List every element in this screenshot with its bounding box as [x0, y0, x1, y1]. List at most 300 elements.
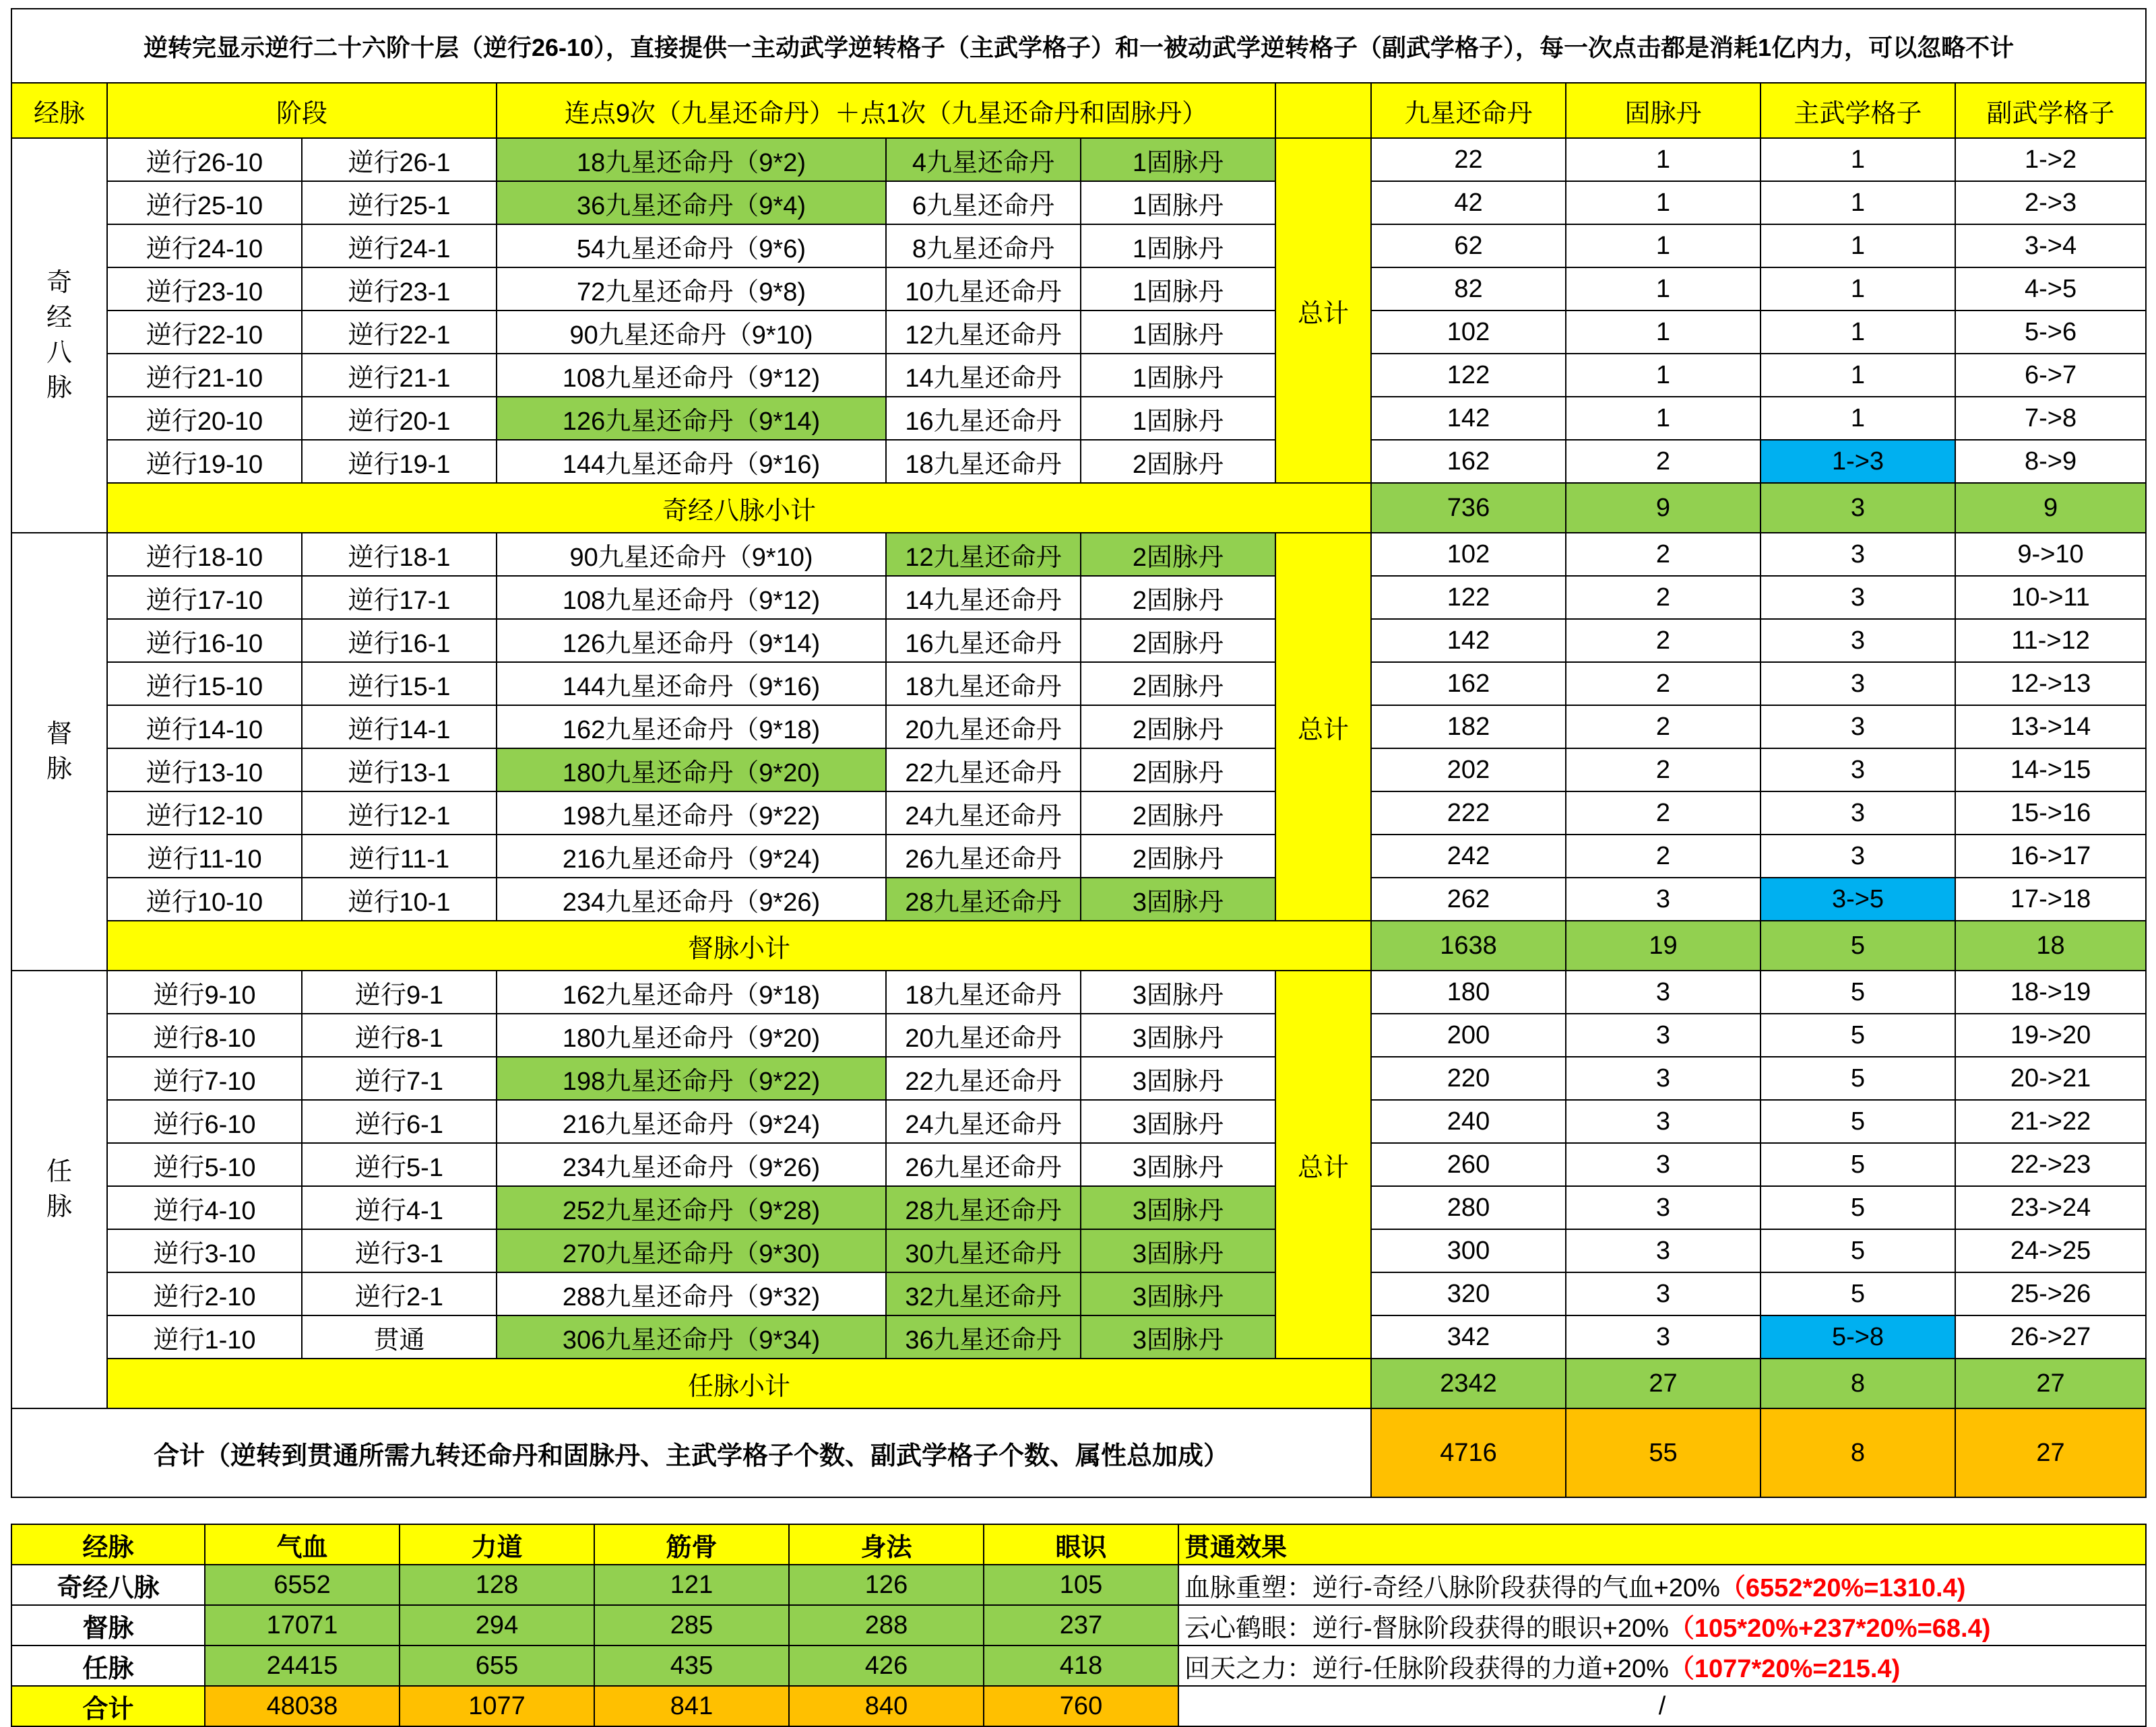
- cell-c: 270九星还命丹（9*30): [497, 1229, 886, 1272]
- cell-g: 1: [1566, 138, 1761, 181]
- table-row: [11, 397, 2146, 440]
- cell-d: 8九星还命丹: [886, 224, 1081, 267]
- cell-i: 21->22: [1955, 1100, 2146, 1143]
- effect-text: 血脉重塑：逆行-奇经八脉阶段获得的气血+20%: [1184, 1573, 1720, 1602]
- subtotal-main_slot: 5: [1761, 921, 1955, 971]
- cell-c: 54九星还命丹（9*6): [497, 224, 886, 267]
- subtotal-pillgu: 19: [1566, 921, 1761, 971]
- cell-h: 3: [1761, 748, 1955, 791]
- cell-h: 1->3: [1761, 440, 1955, 483]
- bonus-total-value: 841: [594, 1686, 789, 1726]
- table-row: [11, 791, 2146, 835]
- cell-d: 24九星还命丹: [886, 791, 1081, 835]
- bonus-header: 筋骨: [594, 1524, 789, 1565]
- cell-f: 162: [1371, 662, 1566, 705]
- cell-f: 162: [1371, 440, 1566, 483]
- cell-f: 200: [1371, 1014, 1566, 1057]
- cell-i: 10->11: [1955, 576, 2146, 619]
- cell-g: 2: [1566, 576, 1761, 619]
- cell-h: 3: [1761, 705, 1955, 748]
- cell-c: 36九星还命丹（9*4): [497, 181, 886, 224]
- cell-a: 逆行3-10: [107, 1229, 302, 1272]
- cell-i: 12->13: [1955, 662, 2146, 705]
- cell-b: 逆行17-1: [302, 576, 497, 619]
- cell-i: 24->25: [1955, 1229, 2146, 1272]
- cell-h: 1: [1761, 354, 1955, 397]
- cell-i: 16->17: [1955, 835, 2146, 878]
- cell-c: 108九星还命丹（9*12): [497, 576, 886, 619]
- cell-b: 逆行20-1: [302, 397, 497, 440]
- cell-e: 3固脉丹: [1081, 1272, 1275, 1315]
- cell-e: 1固脉丹: [1081, 138, 1275, 181]
- table-row: [11, 878, 2146, 921]
- cell-e: 3固脉丹: [1081, 1229, 1275, 1272]
- cell-g: 3: [1566, 1186, 1761, 1229]
- cell-e: 3固脉丹: [1081, 1315, 1275, 1359]
- cell-g: 2: [1566, 619, 1761, 662]
- cell-i: 14->15: [1955, 748, 2146, 791]
- cell-i: 6->7: [1955, 354, 2146, 397]
- cell-g: 2: [1566, 662, 1761, 705]
- reversal-table: [11, 8, 2147, 1498]
- bonus-total-label: 合计: [11, 1686, 205, 1726]
- subtotal-pill9: 736: [1371, 483, 1566, 533]
- cell-c: 180九星还命丹（9*20): [497, 748, 886, 791]
- cell-b: 逆行11-1: [302, 835, 497, 878]
- cell-e: 1固脉丹: [1081, 397, 1275, 440]
- bonus-header: 身法: [789, 1524, 984, 1565]
- cell-c: 162九星还命丹（9*18): [497, 705, 886, 748]
- bonus-total-value: 760: [984, 1686, 1178, 1726]
- bonus-meridian: 奇经八脉: [11, 1565, 205, 1605]
- cell-g: 2: [1566, 791, 1761, 835]
- cell-g: 2: [1566, 440, 1761, 483]
- sum-label: 总计: [1275, 138, 1371, 483]
- cell-a: 逆行2-10: [107, 1272, 302, 1315]
- cell-b: 逆行18-1: [302, 533, 497, 576]
- cell-c: 126九星还命丹（9*14): [497, 397, 886, 440]
- cell-e: 2固脉丹: [1081, 705, 1275, 748]
- subtotal-label: 任脉小计: [107, 1359, 1371, 1408]
- cell-i: 8->9: [1955, 440, 2146, 483]
- cell-c: 216九星还命丹（9*24): [497, 835, 886, 878]
- cell-h: 5->8: [1761, 1315, 1955, 1359]
- cell-f: 202: [1371, 748, 1566, 791]
- bonus-value: 294: [400, 1605, 594, 1645]
- cell-c: 180九星还命丹（9*20): [497, 1014, 886, 1057]
- cell-h: 1: [1761, 138, 1955, 181]
- cell-b: 逆行13-1: [302, 748, 497, 791]
- cell-d: 10九星还命丹: [886, 267, 1081, 311]
- cell-b: 逆行3-1: [302, 1229, 497, 1272]
- cell-b: 逆行19-1: [302, 440, 497, 483]
- cell-a: 逆行23-10: [107, 267, 302, 311]
- cell-c: 306九星还命丹（9*34): [497, 1315, 886, 1359]
- table-row: [11, 1057, 2146, 1100]
- effect-calc: （105*20%+237*20%=68.4): [1668, 1614, 1991, 1643]
- cell-d: 20九星还命丹: [886, 1014, 1081, 1057]
- cell-g: 3: [1566, 1057, 1761, 1100]
- bonus-meridian: 任脉: [11, 1645, 205, 1686]
- cell-d: 18九星还命丹: [886, 971, 1081, 1014]
- bonus-value: 128: [400, 1565, 594, 1605]
- cell-h: 5: [1761, 1014, 1955, 1057]
- cell-e: 3固脉丹: [1081, 1100, 1275, 1143]
- table-row: [11, 1186, 2146, 1229]
- header-sum-blank: [1275, 83, 1371, 138]
- cell-i: 1->2: [1955, 138, 2146, 181]
- cell-a: 逆行25-10: [107, 181, 302, 224]
- subtotal-pillgu: 27: [1566, 1359, 1761, 1408]
- cell-b: 逆行8-1: [302, 1014, 497, 1057]
- total-pillgu: 55: [1566, 1408, 1761, 1497]
- cell-c: 72九星还命丹（9*8): [497, 267, 886, 311]
- cell-g: 2: [1566, 705, 1761, 748]
- bonus-total-value: 840: [789, 1686, 984, 1726]
- cell-e: 1固脉丹: [1081, 224, 1275, 267]
- cell-a: 逆行4-10: [107, 1186, 302, 1229]
- cell-g: 2: [1566, 835, 1761, 878]
- cell-c: 216九星还命丹（9*24): [497, 1100, 886, 1143]
- cell-a: 逆行13-10: [107, 748, 302, 791]
- bonus-total-row: [11, 1686, 2146, 1726]
- meridian-name: [11, 533, 107, 971]
- table-row: [11, 835, 2146, 878]
- table-row: [11, 533, 2146, 576]
- table-row: [11, 224, 2146, 267]
- subtotal-row: [11, 483, 2146, 533]
- bonus-total-effect: /: [1178, 1686, 2146, 1726]
- cell-e: 3固脉丹: [1081, 1014, 1275, 1057]
- cell-g: 3: [1566, 878, 1761, 921]
- cell-f: 122: [1371, 354, 1566, 397]
- cell-e: 2固脉丹: [1081, 791, 1275, 835]
- cell-d: 22九星还命丹: [886, 1057, 1081, 1100]
- total-main_slot: 8: [1761, 1408, 1955, 1497]
- cell-d: 22九星还命丹: [886, 748, 1081, 791]
- cell-i: 22->23: [1955, 1143, 2146, 1186]
- total-row: [11, 1408, 2146, 1497]
- cell-i: 13->14: [1955, 705, 2146, 748]
- table-row: [11, 748, 2146, 791]
- cell-b: 逆行4-1: [302, 1186, 497, 1229]
- cell-c: 144九星还命丹（9*16): [497, 662, 886, 705]
- subtotal-pill9: 2342: [1371, 1359, 1566, 1408]
- cell-f: 242: [1371, 835, 1566, 878]
- cell-c: 288九星还命丹（9*32): [497, 1272, 886, 1315]
- cell-a: 逆行1-10: [107, 1315, 302, 1359]
- cell-a: 逆行9-10: [107, 971, 302, 1014]
- cell-f: 102: [1371, 311, 1566, 354]
- effect-text: 回天之力：逆行-任脉阶段获得的力道+20%: [1184, 1654, 1669, 1683]
- bonus-value: 418: [984, 1645, 1178, 1686]
- cell-d: 18九星还命丹: [886, 440, 1081, 483]
- table-row: [11, 1272, 2146, 1315]
- cell-c: 234九星还命丹（9*26): [497, 878, 886, 921]
- table-row: [11, 705, 2146, 748]
- cell-b: 逆行7-1: [302, 1057, 497, 1100]
- header-sub-slot: 副武学格子: [1955, 83, 2146, 138]
- cell-h: 1: [1761, 311, 1955, 354]
- bonus-total-value: 1077: [400, 1686, 594, 1726]
- cell-d: 28九星还命丹: [886, 878, 1081, 921]
- bonus-effect: [1178, 1645, 2146, 1686]
- cell-a: 逆行6-10: [107, 1100, 302, 1143]
- bonus-value: 105: [984, 1565, 1178, 1605]
- cell-b: 逆行6-1: [302, 1100, 497, 1143]
- cell-d: 36九星还命丹: [886, 1315, 1081, 1359]
- page-title: 逆转完显示逆行二十六阶十层（逆行26-10），直接提供一主动武学逆转格子（主武学格子）和一被动武学逆转格子（副武学格子），每一次点击都是消耗1亿内力，可以忽略不计: [11, 9, 2146, 83]
- cell-h: 5: [1761, 1143, 1955, 1186]
- cell-c: 126九星还命丹（9*14): [497, 619, 886, 662]
- header-clicks: 连点9次（九星还命丹）＋点1次（九星还命丹和固脉丹）: [497, 83, 1275, 138]
- cell-b: 逆行12-1: [302, 791, 497, 835]
- cell-d: 32九星还命丹: [886, 1272, 1081, 1315]
- bonus-header: 眼识: [984, 1524, 1178, 1565]
- cell-g: 3: [1566, 1143, 1761, 1186]
- cell-a: 逆行11-10: [107, 835, 302, 878]
- header-pill9: 九星还命丹: [1371, 83, 1566, 138]
- cell-a: 逆行18-10: [107, 533, 302, 576]
- total-pill9: 4716: [1371, 1408, 1566, 1497]
- cell-a: 逆行15-10: [107, 662, 302, 705]
- cell-g: 3: [1566, 971, 1761, 1014]
- bonus-header: 经脉: [11, 1524, 205, 1565]
- cell-f: 122: [1371, 576, 1566, 619]
- bonus-value: 655: [400, 1645, 594, 1686]
- cell-d: 28九星还命丹: [886, 1186, 1081, 1229]
- cell-d: 30九星还命丹: [886, 1229, 1081, 1272]
- cell-b: 逆行16-1: [302, 619, 497, 662]
- cell-a: 逆行10-10: [107, 878, 302, 921]
- cell-g: 3: [1566, 1229, 1761, 1272]
- meridian-name: [11, 971, 107, 1408]
- cell-e: 2固脉丹: [1081, 835, 1275, 878]
- cell-b: 逆行9-1: [302, 971, 497, 1014]
- cell-f: 320: [1371, 1272, 1566, 1315]
- cell-d: 16九星还命丹: [886, 397, 1081, 440]
- bonus-value: 285: [594, 1605, 789, 1645]
- sum-label: 总计: [1275, 533, 1371, 921]
- cell-i: 17->18: [1955, 878, 2146, 921]
- bonus-meridian: 督脉: [11, 1605, 205, 1645]
- cell-d: 6九星还命丹: [886, 181, 1081, 224]
- cell-b: 逆行23-1: [302, 267, 497, 311]
- header-main-slot: 主武学格子: [1761, 83, 1955, 138]
- subtotal-pillgu: 9: [1566, 483, 1761, 533]
- subtotal-sub_slot: 9: [1955, 483, 2146, 533]
- cell-c: 18九星还命丹（9*2): [497, 138, 886, 181]
- cell-c: 90九星还命丹（9*10): [497, 311, 886, 354]
- cell-b: 逆行5-1: [302, 1143, 497, 1186]
- total-label: 合计（逆转到贯通所需九转还命丹和固脉丹、主武学格子个数、副武学格子个数、属性总加成）: [11, 1408, 1371, 1497]
- cell-f: 280: [1371, 1186, 1566, 1229]
- cell-h: 3: [1761, 576, 1955, 619]
- header-pillgu: 固脉丹: [1566, 83, 1761, 138]
- cell-a: 逆行7-10: [107, 1057, 302, 1100]
- cell-a: 逆行5-10: [107, 1143, 302, 1186]
- cell-i: 4->5: [1955, 267, 2146, 311]
- bonus-header-row: [11, 1524, 2146, 1565]
- meridian-label: 督脉: [46, 720, 73, 783]
- cell-g: 3: [1566, 1272, 1761, 1315]
- cell-h: 5: [1761, 1057, 1955, 1100]
- cell-f: 180: [1371, 971, 1566, 1014]
- cell-g: 3: [1566, 1014, 1761, 1057]
- cell-b: 逆行15-1: [302, 662, 497, 705]
- cell-g: 1: [1566, 181, 1761, 224]
- bonus-effect: [1178, 1605, 2146, 1645]
- bonus-table: [11, 1524, 2147, 1727]
- table-row: [11, 138, 2146, 181]
- cell-e: 3固脉丹: [1081, 878, 1275, 921]
- cell-c: 108九星还命丹（9*12): [497, 354, 886, 397]
- table-row: [11, 619, 2146, 662]
- cell-f: 22: [1371, 138, 1566, 181]
- cell-a: 逆行26-10: [107, 138, 302, 181]
- bonus-header: 贯通效果: [1178, 1524, 2146, 1565]
- sum-label: 总计: [1275, 971, 1371, 1359]
- table-row: [11, 1229, 2146, 1272]
- table-row: [11, 662, 2146, 705]
- cell-g: 3: [1566, 1315, 1761, 1359]
- bonus-header: 力道: [400, 1524, 594, 1565]
- meridian-label: 任脉: [46, 1158, 73, 1221]
- effect-text: 云心鹤眼：逆行-督脉阶段获得的眼识+20%: [1184, 1614, 1669, 1643]
- cell-c: 198九星还命丹（9*22): [497, 1057, 886, 1100]
- bonus-effect: [1178, 1565, 2146, 1605]
- cell-f: 300: [1371, 1229, 1566, 1272]
- cell-i: 2->3: [1955, 181, 2146, 224]
- cell-c: 198九星还命丹（9*22): [497, 791, 886, 835]
- cell-f: 62: [1371, 224, 1566, 267]
- cell-d: 16九星还命丹: [886, 619, 1081, 662]
- cell-d: 14九星还命丹: [886, 576, 1081, 619]
- cell-h: 5: [1761, 1100, 1955, 1143]
- cell-h: 1: [1761, 397, 1955, 440]
- cell-g: 1: [1566, 224, 1761, 267]
- cell-d: 20九星还命丹: [886, 705, 1081, 748]
- cell-b: 逆行10-1: [302, 878, 497, 921]
- subtotal-row: [11, 1359, 2146, 1408]
- cell-h: 3: [1761, 791, 1955, 835]
- cell-i: 9->10: [1955, 533, 2146, 576]
- bonus-value: 6552: [205, 1565, 400, 1605]
- cell-f: 260: [1371, 1143, 1566, 1186]
- meridian-label: 奇经八脉: [46, 269, 73, 402]
- cell-i: 23->24: [1955, 1186, 2146, 1229]
- table-row: [11, 267, 2146, 311]
- table-row: [11, 181, 2146, 224]
- cell-i: 25->26: [1955, 1272, 2146, 1315]
- table-row: [11, 1014, 2146, 1057]
- subtotal-sub_slot: 18: [1955, 921, 2146, 971]
- cell-a: 逆行20-10: [107, 397, 302, 440]
- cell-h: 3: [1761, 835, 1955, 878]
- cell-d: 4九星还命丹: [886, 138, 1081, 181]
- subtotal-row: [11, 921, 2146, 971]
- cell-c: 252九星还命丹（9*28): [497, 1186, 886, 1229]
- cell-a: 逆行12-10: [107, 791, 302, 835]
- bonus-value: 435: [594, 1645, 789, 1686]
- cell-d: 26九星还命丹: [886, 835, 1081, 878]
- cell-b: 逆行21-1: [302, 354, 497, 397]
- cell-i: 20->21: [1955, 1057, 2146, 1100]
- table-row: [11, 1143, 2146, 1186]
- effect-calc: （6552*20%=1310.4): [1719, 1573, 1966, 1602]
- cell-i: 19->20: [1955, 1014, 2146, 1057]
- subtotal-sub_slot: 27: [1955, 1359, 2146, 1408]
- cell-h: 5: [1761, 1272, 1955, 1315]
- cell-g: 3: [1566, 1100, 1761, 1143]
- meridian-name: [11, 138, 107, 533]
- header-stage: 阶段: [107, 83, 497, 138]
- cell-h: 3: [1761, 662, 1955, 705]
- subtotal-pill9: 1638: [1371, 921, 1566, 971]
- cell-e: 1固脉丹: [1081, 267, 1275, 311]
- cell-b: 逆行24-1: [302, 224, 497, 267]
- table-row: [11, 311, 2146, 354]
- bonus-row: [11, 1565, 2146, 1605]
- cell-h: 3: [1761, 619, 1955, 662]
- cell-c: 234九星还命丹（9*26): [497, 1143, 886, 1186]
- table-row: [11, 1100, 2146, 1143]
- cell-e: 2固脉丹: [1081, 662, 1275, 705]
- cell-f: 220: [1371, 1057, 1566, 1100]
- cell-d: 12九星还命丹: [886, 311, 1081, 354]
- cell-f: 342: [1371, 1315, 1566, 1359]
- cell-i: 7->8: [1955, 397, 2146, 440]
- subtotal-label: 督脉小计: [107, 921, 1371, 971]
- cell-e: 2固脉丹: [1081, 440, 1275, 483]
- cell-h: 3: [1761, 533, 1955, 576]
- total-sub_slot: 27: [1955, 1408, 2146, 1497]
- cell-f: 222: [1371, 791, 1566, 835]
- cell-a: 逆行19-10: [107, 440, 302, 483]
- cell-f: 262: [1371, 878, 1566, 921]
- cell-g: 1: [1566, 267, 1761, 311]
- cell-g: 1: [1566, 397, 1761, 440]
- cell-e: 1固脉丹: [1081, 181, 1275, 224]
- cell-g: 1: [1566, 311, 1761, 354]
- bonus-value: 237: [984, 1605, 1178, 1645]
- cell-a: 逆行17-10: [107, 576, 302, 619]
- cell-g: 2: [1566, 533, 1761, 576]
- cell-f: 142: [1371, 619, 1566, 662]
- cell-a: 逆行21-10: [107, 354, 302, 397]
- bonus-header: 气血: [205, 1524, 400, 1565]
- table-row: [11, 354, 2146, 397]
- cell-e: 3固脉丹: [1081, 1057, 1275, 1100]
- cell-i: 18->19: [1955, 971, 2146, 1014]
- cell-e: 1固脉丹: [1081, 354, 1275, 397]
- table-row: [11, 440, 2146, 483]
- cell-d: 18九星还命丹: [886, 662, 1081, 705]
- cell-i: 15->16: [1955, 791, 2146, 835]
- subtotal-main_slot: 8: [1761, 1359, 1955, 1408]
- cell-h: 1: [1761, 181, 1955, 224]
- subtotal-label: 奇经八脉小计: [107, 483, 1371, 533]
- cell-c: 144九星还命丹（9*16): [497, 440, 886, 483]
- cell-h: 5: [1761, 1186, 1955, 1229]
- cell-e: 2固脉丹: [1081, 619, 1275, 662]
- bonus-value: 126: [789, 1565, 984, 1605]
- cell-i: 11->12: [1955, 619, 2146, 662]
- table-row: [11, 576, 2146, 619]
- cell-a: 逆行8-10: [107, 1014, 302, 1057]
- bonus-value: 288: [789, 1605, 984, 1645]
- cell-b: 逆行25-1: [302, 181, 497, 224]
